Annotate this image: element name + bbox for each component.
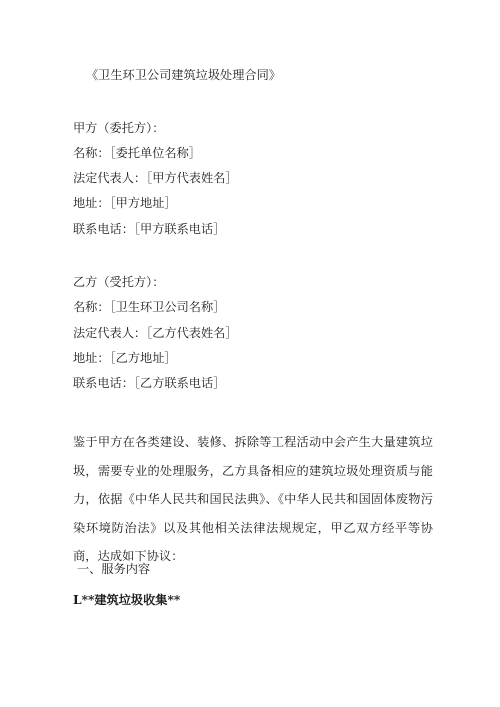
party-a-address: 地址：［甲方地址］ — [73, 196, 177, 210]
party-b-name: 名称：［卫生环卫公司名称］ — [73, 300, 226, 314]
party-b-address: 地址：［乙方地址］ — [73, 351, 177, 365]
section-1-item-1: L**建筑垃圾收集** — [73, 593, 181, 607]
party-a-legal-rep: 法定代表人：［甲方代表姓名］ — [73, 171, 238, 185]
party-b-phone: 联系电话：［乙方联系电话］ — [73, 376, 226, 390]
party-a-heading: 甲方（委托方）： — [73, 121, 165, 135]
preamble-paragraph: 鉴于甲方在各类建设、装修、拆除等工程活动中会产生大量建筑垃圾，需要专业的处理服务，乙方具备相应的建筑垃圾处理资质与能力，依据《中华人民共和国民法典》、《中华人民共和国固体废物污染环境防治法》以及其他相关法律法规规定，甲乙双方经平等协商，达成如下协议： — [73, 435, 433, 563]
party-a-phone: 联系电话：［甲方联系电话］ — [73, 222, 226, 236]
party-b-legal-rep: 法定代表人：［乙方代表姓名］ — [73, 326, 238, 340]
party-a-name: 名称：［委托单位名称］ — [73, 146, 201, 160]
contract-title: 《卫生环卫公司建筑垃圾处理合同》 — [86, 68, 281, 82]
party-b-heading: 乙方（受托方）： — [73, 275, 165, 289]
section-1-title: 一、服务内容 — [77, 562, 151, 576]
